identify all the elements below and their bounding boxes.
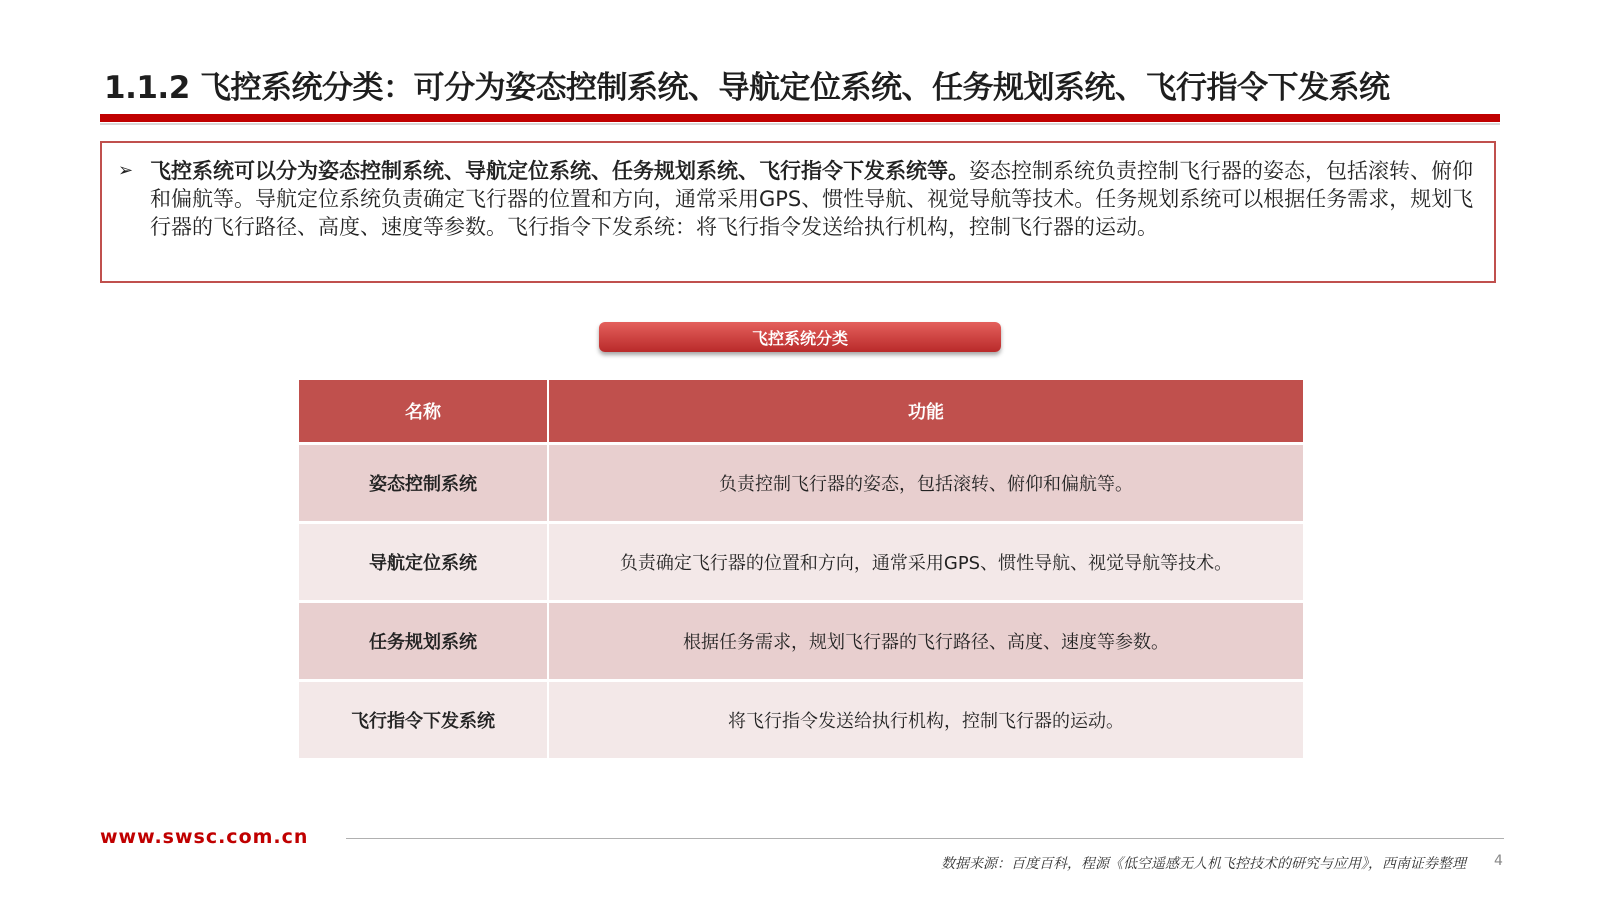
- title-divider-shadow: [100, 123, 1500, 125]
- summary-body-text: 姿态控制系统负责控制飞行器的姿态，包括滚转、俯仰和偏航等。导航定位系统负责确定飞行器的位置和方向，通常采用GPS、惯性导航、视觉导航等技术。任务规划系统可以根据任务需求，规划飞行器的飞行路径、高度、速度等参数。飞行指令下发系统：将飞行指令发送给执行机构，控制飞行器的运动。: [150, 159, 1474, 239]
- arrow-bullet-icon: ➢: [118, 160, 134, 181]
- classification-table: [299, 380, 1303, 758]
- page-title: 1.1.2 飞控系统分类：可分为姿态控制系统、导航定位系统、任务规划系统、飞行指令下发系统: [104, 70, 1390, 106]
- row-name: 姿态控制系统: [299, 444, 548, 523]
- table-row: [299, 681, 1303, 759]
- page-number: 4: [1494, 853, 1503, 869]
- row-name: 飞行指令下发系统: [299, 681, 548, 759]
- table-row: [299, 602, 1303, 681]
- row-function: 根据任务需求，规划飞行器的飞行路径、高度、速度等参数。: [548, 602, 1303, 681]
- table-row: [299, 444, 1303, 523]
- footer-divider: [346, 838, 1504, 839]
- header-name: 名称: [299, 380, 548, 444]
- row-function: 负责控制飞行器的姿态，包括滚转、俯仰和偏航等。: [548, 444, 1303, 523]
- row-function: 将飞行指令发送给执行机构，控制飞行器的运动。: [548, 681, 1303, 759]
- table-header-row: [299, 380, 1303, 444]
- summary-box: [100, 141, 1496, 283]
- table-row: [299, 523, 1303, 602]
- title-divider: [100, 114, 1500, 122]
- row-name: 任务规划系统: [299, 602, 548, 681]
- row-function: 负责确定飞行器的位置和方向，通常采用GPS、惯性导航、视觉导航等技术。: [548, 523, 1303, 602]
- summary-lead-text: 飞控系统可以分为姿态控制系统、导航定位系统、任务规划系统、飞行指令下发系统等。: [150, 159, 969, 183]
- header-function: 功能: [548, 380, 1303, 444]
- footer-website-link[interactable]: www.swsc.com.cn: [100, 826, 309, 848]
- table-title-banner: 飞控系统分类: [599, 322, 1001, 352]
- row-name: 导航定位系统: [299, 523, 548, 602]
- footer-source-note: 数据来源：百度百科，程源《低空遥感无人机飞控技术的研究与应用》，西南证券整理: [941, 856, 1466, 872]
